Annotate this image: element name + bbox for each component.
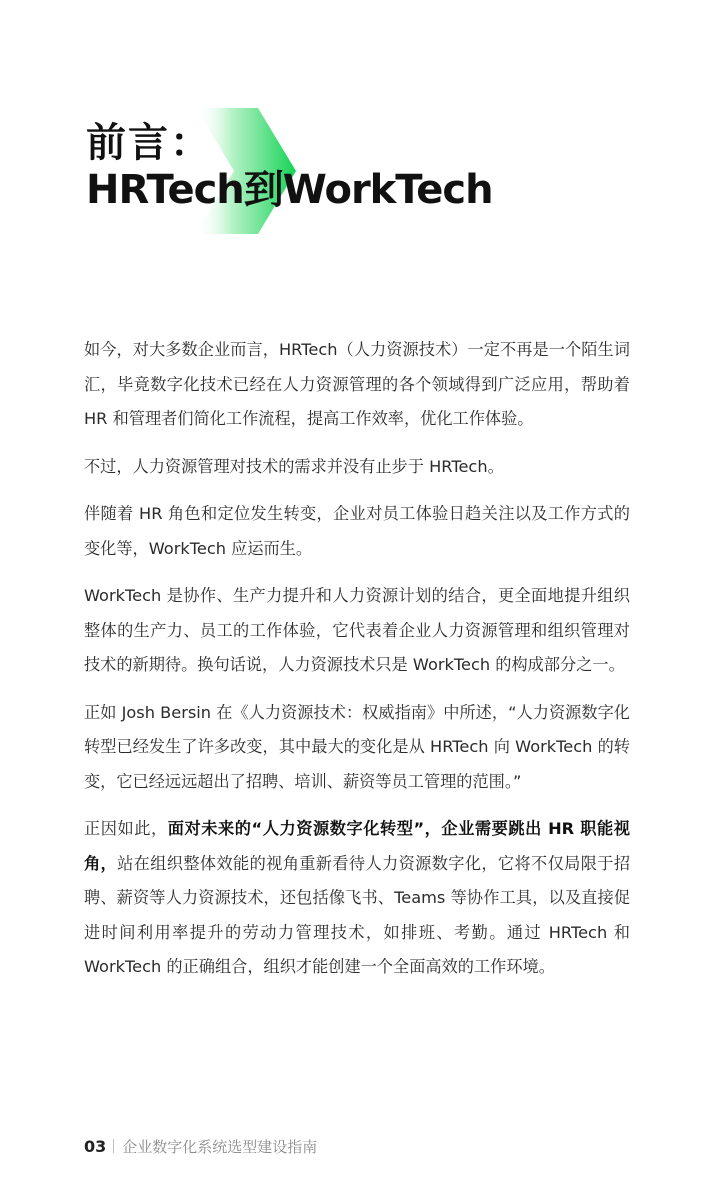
footer-doc-title: 企业数字化系统选型建设指南	[122, 1138, 318, 1156]
paragraph-3: 伴随着 HR 角色和定位发生转变，企业对员工体验日趋关注以及工作方式的变化等，WorkTech 应运而生。	[84, 504, 630, 558]
paragraph-6-bold: 面对未来的“人力资源数字化转型”，企业需要跳出 HR 职能视角，	[84, 819, 630, 873]
body-text	[84, 333, 630, 998]
paragraph-6	[84, 812, 630, 985]
page-footer	[84, 1134, 317, 1160]
paragraph-6-rest: 站在组织整体效能的视角重新看待人力资源数字化，它将不仅局限于招聘、薪资等人力资源技术，还包括像飞书、Teams 等协作工具，以及直接促进时间利用率提升的劳动力管理技术，如排班、考勤。通过 HRTech 和 WorkTech 的正确组合，组织才能创建一个全面高效的工作环境。	[84, 853, 631, 976]
paragraph-1: 如今，对大多数企业而言，HRTech（人力资源技术）一定不再是一个陌生词汇，毕竟数字化技术已经在人力资源管理的各个领域得到广泛应用，帮助着 HR 和管理者们简化工作流程，提高工作效率，优化工作体验。	[84, 340, 630, 428]
paragraph-4: WorkTech 是协作、生产力提升和人力资源计划的结合，更全面地提升组织整体的生产力、员工的工作体验，它代表着企业人力资源管理和组织管理对技术的新期待。换句话说，人力资源技术只是 WorkTech 的构成部分之一。	[84, 586, 630, 674]
paragraph-2: 不过，人力资源管理对技术的需求并没有止步于 HRTech。	[84, 456, 504, 476]
title-line-2: HRTech到WorkTech	[86, 167, 493, 213]
paragraph-6-prefix: 正因如此，	[84, 819, 168, 838]
paragraph-5: 正如 Josh Bersin 在《人力资源技术：权威指南》中所述，“人力资源数字化转型已经发生了许多改变，其中最大的变化是从 HRTech 向 WorkTech 的转变，它已经远远超出了招聘、培训、薪资等员工管理的范围。”	[84, 702, 630, 791]
page-title	[86, 120, 646, 213]
footer-divider	[113, 1139, 114, 1153]
title-line-1: 前言：	[86, 120, 212, 166]
page-number: 03	[84, 1137, 107, 1156]
